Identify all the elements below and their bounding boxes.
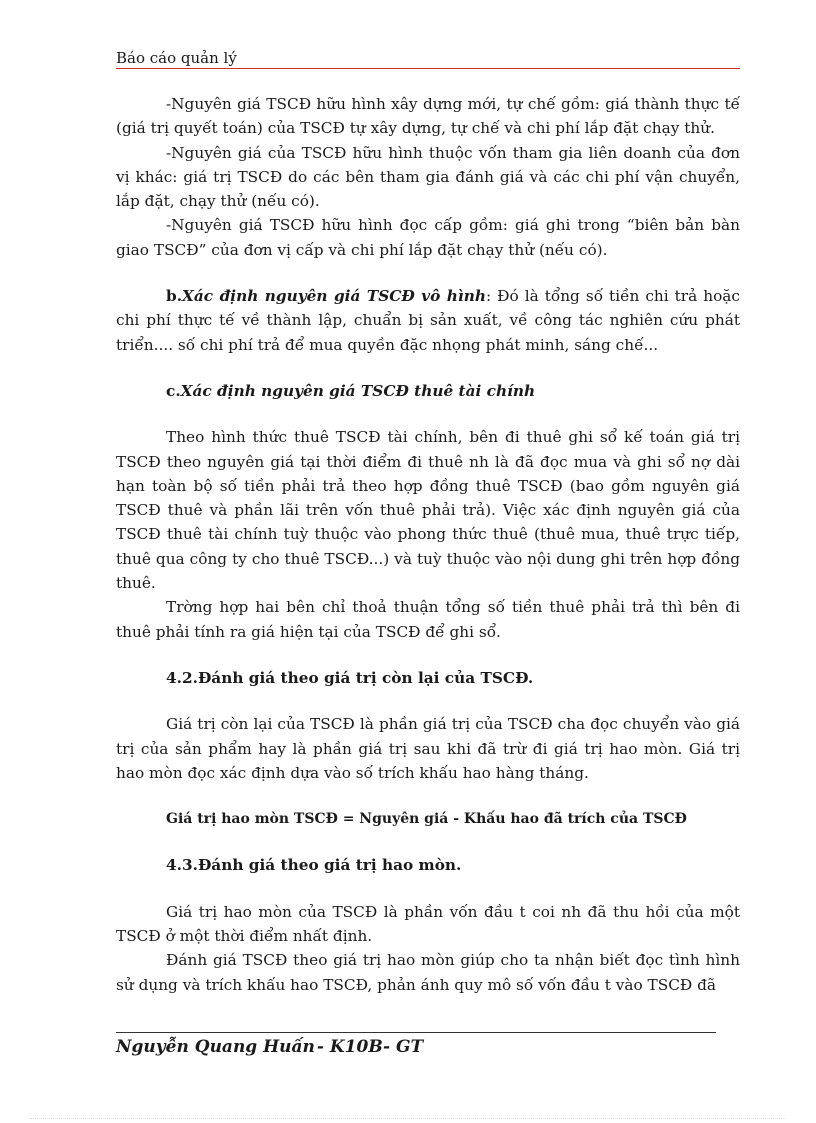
section-b-label: b. <box>166 287 183 306</box>
paragraph-8: Đánh giá TSCĐ theo giá trị hao mòn giúp cho ta nhận biết đọc tình hình sử dụng và trích khấu hao TSCĐ, phản ánh quy mô số vốn đầu t vào TSCĐ đã <box>116 951 740 994</box>
section-b-title: Xác định nguyên giá TSCĐ vô hình <box>182 287 486 306</box>
paragraph-1: -Nguyên giá TSCĐ hữu hình xây dựng mới, tự chế gồm: giá thành thực tế (giá trị quyết toán) của TSCĐ tự xây dựng, tự chế và chi phí lắp đặt chạy thử. <box>116 95 740 138</box>
paragraph-5: Trờng hợp hai bên chỉ thoả thuận tổng số tiền thuê phải trả thì bên đi thuê phải tính ra giá hiện tại của TSCĐ để ghi sổ. <box>116 598 740 641</box>
footer-class: - K10B- GT <box>316 1037 424 1057</box>
page-header <box>116 48 740 69</box>
page-body <box>116 92 740 997</box>
paragraph-6: Giá trị còn lại của TSCĐ là phần giá trị của TSCĐ cha đọc chuyển vào giá trị của sản phẩm hay là phần giá trị sau khi đã trừ đi giá trị hao mòn. Giá trị hao mòn đọc xác định dựa vào số trích khấu hao hàng tháng. <box>116 715 740 782</box>
section-b-text: : Đó là tổng số tiền chi trả hoặc chi phí thực tế về thành lập, chuẩn bị sản xuất, về công tác nghiên cứu phát triển.... số chi phí trả để mua quyền đặc nhọng phát minh, sáng chế... <box>116 287 740 354</box>
paragraph-2: -Nguyên giá của TSCĐ hữu hình thuộc vốn tham gia liên doanh của đơn vị khác: giá trị TSCĐ do các bên tham gia đánh giá và các chi phí vận chuyển, lắp đặt, chạy thử (nếu có). <box>116 143 740 211</box>
paragraph-4: Theo hình thức thuê TSCĐ tài chính, bên đi thuê ghi sổ kế toán giá trị TSCĐ theo nguyên giá tại thời điểm đi thuê nh là đã đọc mua và ghi sổ nợ dài hạn toàn bộ số tiền phải trả theo hợp đồng thuê TSCĐ (bao gồm nguyên giá TSCĐ thuê và phần lãi trên vốn thuê phải trả). Việc xác định nguyên giá của TSCĐ thuê tài chính tuỳ thuộc vào phong thức thuê (thuê mua, thuê trực tiếp, thuê qua công ty cho thuê TSCĐ...) và tuỳ thuộc vào nội dung ghi trên hợp đồng thuê. <box>116 428 740 593</box>
section-c-title: Xác định nguyên giá TSCĐ thuê tài chính <box>180 381 536 400</box>
page-footer <box>116 1037 423 1057</box>
section-b <box>116 284 740 357</box>
footer-divider <box>116 1032 716 1033</box>
page-bottom-border <box>30 1118 786 1119</box>
section-c-label: c. <box>166 381 181 400</box>
footer-author: Nguyễn Quang Huấn <box>116 1037 315 1057</box>
heading-4-3: 4.3.Đánh giá theo giá trị hao mòn. <box>166 856 462 875</box>
formula: Giá trị hao mòn TSCĐ = Nguyên giá - Khấu hao đã trích của TSCĐ <box>166 811 687 828</box>
paragraph-7: Giá trị hao mòn của TSCĐ là phần vốn đầu t coi nh đã thu hồi của một TSCĐ ở một thời điểm nhất định. <box>116 902 740 946</box>
section-c-heading <box>116 379 740 403</box>
header-title: Báo cáo quản lý <box>116 49 237 67</box>
heading-4-2: 4.2.Đánh giá theo giá trị còn lại của TSCĐ. <box>166 668 534 687</box>
paragraph-3: -Nguyên giá TSCĐ hữu hình đọc cấp gồm: giá ghi trong “biên bản bàn giao TSCĐ” của đơn vị cấp và chi phí lắp đặt chạy thử (nếu có). <box>116 216 740 259</box>
